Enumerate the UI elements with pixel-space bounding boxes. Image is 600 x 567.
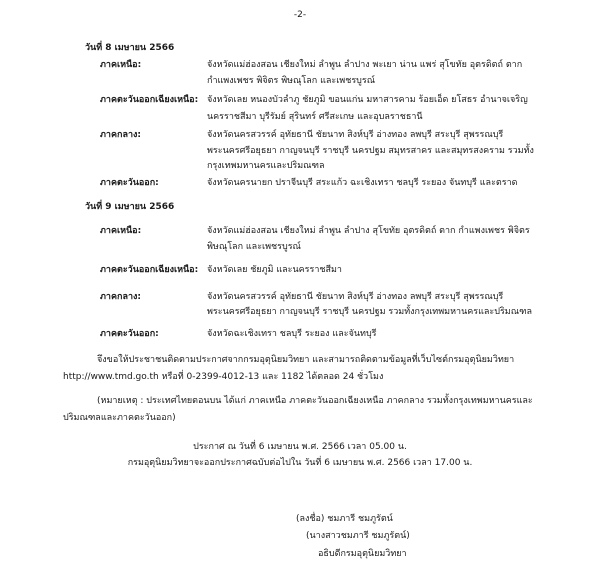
region-text-north-1-line-1: จังหวัดแม่ฮ่องสอน เชียงใหม่ ลำพูน ลำปาง พะเยา น่าน แพร่ สุโขทัย อุตรดิตถ์ ตาก — [207, 60, 523, 70]
signature-signed: (ลงชื่อ) ชมภารี ชมภูรัตน์ — [296, 514, 393, 524]
region-label-north-2: ภาคเหนือ: — [100, 226, 142, 236]
region-text-central-1-line-3: กรุงเทพมหานครและปริมณฑล — [207, 161, 325, 171]
region-text-east-1-line-1: จังหวัดนครนายก ปราจีนบุรี สระแก้ว ฉะเชิงเทรา ชลบุรี ระยอง จันทบุรี และตราด — [207, 178, 518, 188]
region-text-northeast-2-line-1: จังหวัดเลย ชัยภูมิ และนครราชสีมา — [207, 265, 342, 275]
region-text-north-1-line-2: กำแพงเพชร พิจิตร พิษณุโลก และเพชรบูรณ์ — [207, 76, 376, 86]
signature-title: อธิบดีกรมอุตุนิยมวิทยา — [318, 549, 407, 559]
region-text-central-2-line-2: พระนครศรีอยุธยา กาญจนบุรี ราชบุรี นครปฐม รวมทั้งกรุงเทพมหานครและปริมณฑล — [207, 307, 533, 317]
region-text-central-1-line-1: จังหวัดนครสวรรค์ อุทัยธานี ชัยนาท สิงห์บุรี อ่างทอง ลพบุรี สระบุรี สุพรรณบุรี — [207, 130, 504, 140]
region-text-central-1-line-2: พระนครศรีอยุธยา กาญจนบุรี ราชบุรี นครปฐม สมุทรสาคร และสมุทรสงคราม รวมทั้ง — [207, 146, 534, 156]
note-line-2: ปริมณฑลและภาคตะวันออก) — [63, 413, 176, 423]
region-label-east-2: ภาคตะวันออก: — [100, 329, 159, 339]
region-text-north-2-line-2: พิษณุโลก และเพชรบูรณ์ — [207, 242, 301, 252]
region-label-central-2: ภาคกลาง: — [100, 292, 142, 302]
region-label-northeast-2: ภาคตะวันออกเฉียงเหนือ: — [100, 265, 199, 275]
section-date-2: วันที่ 9 เมษายน 2566 — [85, 202, 175, 212]
region-label-east-1: ภาคตะวันออก: — [100, 178, 159, 188]
region-text-northeast-1-line-1: จังหวัดเลย หนองบัวลำภู ชัยภูมิ ขอนแก่น มหาสารคาม ร้อยเอ็ด ยโสธร อำนาจเจริญ — [207, 95, 528, 105]
announce-line-1: ประกาศ ณ วันที่ 6 เมษายน พ.ศ. 2566 เวลา 05.00 น. — [193, 442, 407, 452]
region-label-northeast-1: ภาคตะวันออกเฉียงเหนือ: — [100, 95, 199, 105]
section-date-1: วันที่ 8 เมษายน 2566 — [85, 43, 175, 53]
advice-line-2: http://www.tmd.go.th หรือที่ 0-2399-4012-13 และ 1182 ได้ตลอด 24 ชั่วโมง — [63, 372, 384, 382]
region-text-central-2-line-1: จังหวัดนครสวรรค์ อุทัยธานี ชัยนาท สิงห์บุรี อ่างทอง ลพบุรี สระบุรี สุพรรณบุรี — [207, 292, 504, 302]
signature-name: (นางสาวชมภารี ชมภูรัตน์) — [306, 531, 410, 541]
region-label-central-1: ภาคกลาง: — [100, 130, 142, 140]
page-number: -2- — [293, 10, 307, 20]
advice-line-1: จึงขอให้ประชาชนติดตามประกาศจากกรมอุตุนิยมวิทยา และสามารถติดตามข้อมูลที่เว็บไซต์กรมอุตุนิยมวิทยา — [97, 355, 515, 365]
region-text-east-2-line-1: จังหวัดฉะเชิงเทรา ชลบุรี ระยอง และจันทบุรี — [207, 329, 377, 339]
announce-line-2: กรมอุตุนิยมวิทยาจะออกประกาศฉบับต่อไปใน วันที่ 6 เมษายน พ.ศ. 2566 เวลา 17.00 น. — [127, 458, 473, 468]
region-label-north-1: ภาคเหนือ: — [100, 60, 142, 70]
note-line-1: (หมายเหตุ : ประเทศไทยตอนบน ได้แก่ ภาคเหนือ ภาคตะวันออกเฉียงเหนือ ภาคกลาง รวมทั้งกรุงเทพมหานครและ — [97, 396, 533, 406]
region-text-north-2-line-1: จังหวัดแม่ฮ่องสอน เชียงใหม่ ลำพูน ลำปาง สุโขทัย อุตรดิตถ์ ตาก กำแพงเพชร พิจิตร — [207, 226, 530, 236]
region-text-northeast-1-line-2: นครราชสีมา บุรีรัมย์ สุรินทร์ ศรีสะเกษ และอุบลราชธานี — [207, 112, 423, 122]
